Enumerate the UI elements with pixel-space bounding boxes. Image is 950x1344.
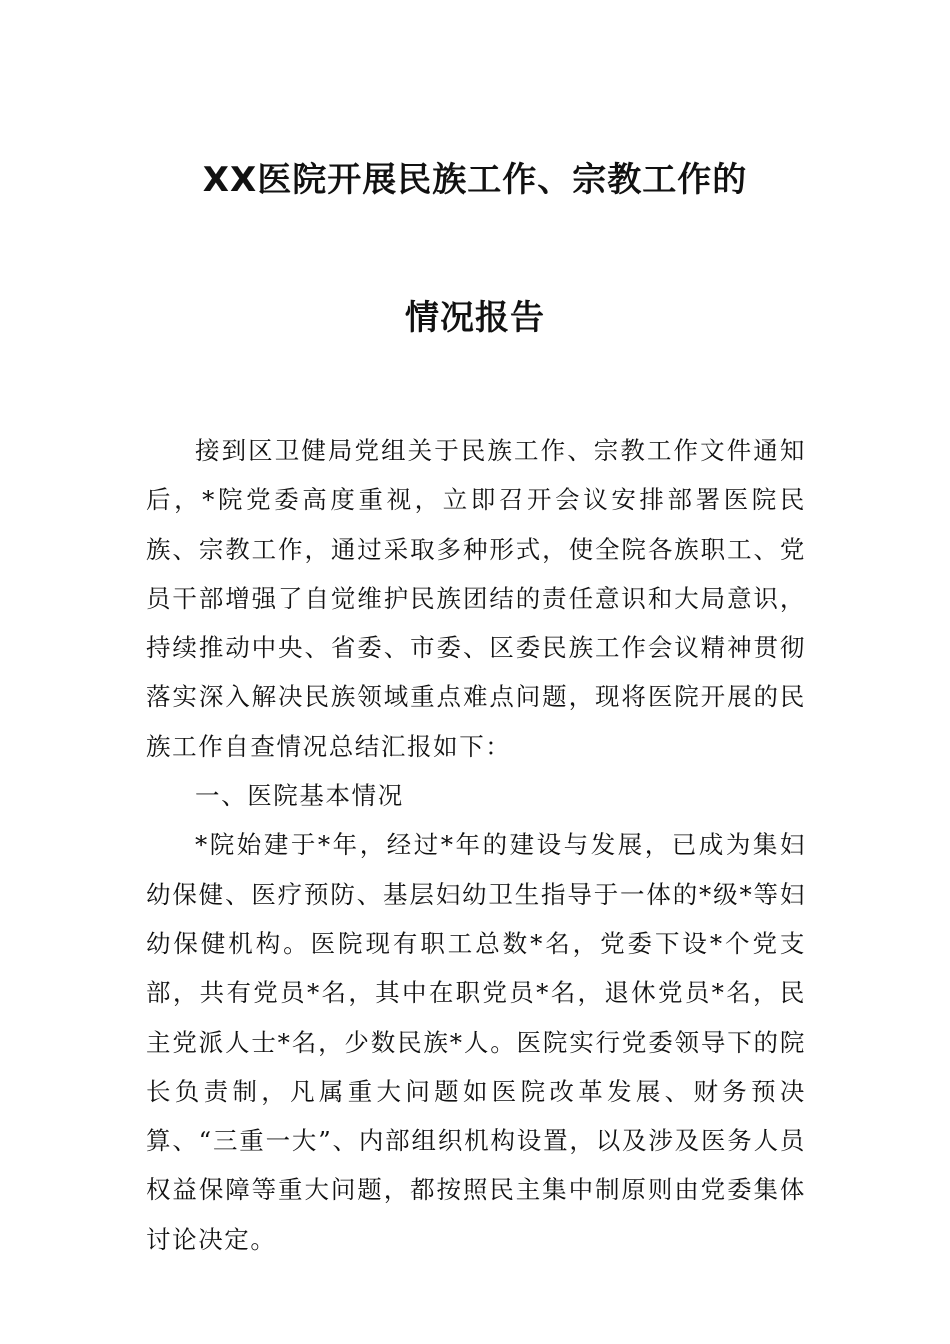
document-title-line-2: 情况报告 <box>405 298 545 338</box>
section-heading-basic-info: 一、医院基本情况 <box>195 781 404 811</box>
document-body <box>146 426 806 1264</box>
intro-paragraph: 接到区卫健局党组关于民族工作、宗教工作文件通知后，*院党委高度重视，立即召开会议安排部署医院民族、宗教工作，通过采取多种形式，使全院各族职工、党员干部增强了自觉维护民族团结的责任意识和大局意识，持续推动中央、省委、市委、区委民族工作会议精神贯彻落实深入解决民族领域重点难点问题，现将医院开展的民族工作自查情况总结汇报如下： <box>146 436 806 761</box>
basic-info-paragraph: *院始建于*年，经过*年的建设与发展，已成为集妇幼保健、医疗预防、基层妇幼卫生指导于一体的*级*等妇幼保健机构。医院现有职工总数*名，党委下设*个党支部，共有党员*名，其中在职党员*名，退休党员*名，民主党派人士*名，少数民族*人。医院实行党委领导下的院长负责制，凡属重大问题如医院改革发展、财务预决算、“三重一大”、内部组织机构设置，以及涉及医务人员权益保障等重大问题，都按照民主集中制原则由党委集体讨论决定。 <box>146 830 806 1254</box>
document-title-line-1: XX医院开展民族工作、宗教工作的 <box>202 160 748 200</box>
